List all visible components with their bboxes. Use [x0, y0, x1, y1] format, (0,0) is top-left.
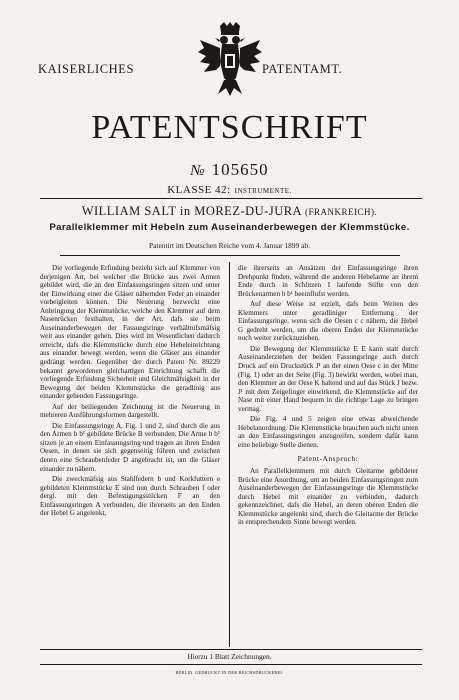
- paragraph: Die Einfassungsringe A, Fig. 1 und 2, sind durch die aus den Armen b b¹ gebildete Brücke B verbunden. Die Arme b b¹ sitzen je an einem Einfassungsring und tragen an ihren Enden Oesen, in denen sie sich gegenseitig führen und zwischen denen eine Schraubenfeder D angebracht ist, um die Gläser einander zu nähern.: [40, 421, 220, 473]
- paragraph: Die Bewegung der Klemmstücke E E kann statt durch Auseinanderziehen der beiden Fassungsringe auch durch Druck auf ein Druckstück J¹ an der einen Oese c in der Mitte (Fig. 1) oder an der Seite (Fig. 3) bewirkt werden, wobei man, den Klemmer an der Oese K haltend und auf das Stück J bezw. J¹ mit dem Zeigefinger einwirkend, die Klemmstücke auf der Nase mit einer Hand bequem in die richtige Lage zu bringen vermag.: [238, 344, 418, 413]
- subject-rule: [60, 255, 400, 256]
- patent-subject: Parallelklemmer mit Hebeln zum Auseinanderbewegen der Klemmstücke.: [49, 222, 410, 233]
- header-left-text: KAISERLICHES: [38, 62, 135, 76]
- printer-imprint: BERLIN. GEDRUCKT IN DER REICHSDRUCKEREI.: [175, 670, 284, 675]
- paragraph: Auf der beiliegenden Zeichnung ist die Neuerung in mehreren Ausführungsformen dargestellt.: [40, 402, 220, 420]
- footer-rule-bottom: [40, 664, 422, 665]
- author-country: (FRANKREICH).: [305, 207, 378, 217]
- author-name: WILLIAM SALT in MOREZ-DU-JURA: [81, 204, 302, 218]
- patent-date-line: Patentirt im Deutschen Reiche vom 4. Januar 1899 ab.: [149, 241, 310, 250]
- left-text-column: [40, 264, 220, 520]
- patent-number-value: 105650: [211, 160, 269, 179]
- paragraph: Die zweckmäfsig aus Stahlfedern b und Korkfuttern e gebildeten Klemmstücke E sind nun durch Schrauben f oder dergl. mit den Befestigungsstücken F an den Einfassungsringen A verbunden, die ihrerseits an den Enden der Hebel G angelenkt,: [40, 475, 220, 518]
- footer-rule-top: [40, 649, 422, 650]
- patent-class: [0, 184, 459, 196]
- paragraph: Die vorliegende Erfindung bezieht sich auf Klemmer von derjenigen Art, bei welcher die Brücke aus zwei Armen gebildet wird, die an den Einfassungsringen sitzen und unter der Einwirkung einer die Gläser nähernden Feder an einander vorbeigleiten können. Die Neuerung bezweckt eine Anbringung der Klemmstücke, welche den Klemmer auf dem Nasenrücken festhalten, in der Art, dafs sie beim Auseinanderbewegen der Fassungsringe verhältnifsmäfsig weit aus einander gehen. Dies wird im Wesentlichen dadurch erreicht, dafs die Klemmstücke durch eine Hebeleinrichtung aus einander bewegt werden, wenn die Gläser aus einander gedrängt werden. Gegenüber der durch Patent Nr. 89229 bekannt gewordenen gleichartigen Einrichtung schafft die vorliegende Erfindung Sicherheit und Gleichmäfsigkeit in der Bewegung der beiden Klemmstücke die geradlinig aus einander gehenden Fassungsringe.: [40, 264, 220, 401]
- document-title: PATENTSCHRIFT: [91, 109, 368, 146]
- paragraph: Die Fig. 4 und 5 zeigen eine etwas abweichende Hebelanordnung. Die Klemmstücke brauchen auch nicht unten an den Einfassungsringen anzugreifen, sondern dafür kann eine beliebige Stelle dienen.: [238, 415, 418, 449]
- claim-text: An Parallelklemmern mit durch Gleitarme gebildeter Brücke eine Anordnung, um an beiden Einfassungsringen zum Auseinanderbewegen der Einfassungsringe die Klemmstücke durch Hebel mit einander zu verbinden, dadurch gekennzeichnet, dafs die Hebel, an deren oberen Enden die Klemmstücke angelenkt sind, durch die Gleitarme der Brücke in entsprechendem Sinne bewegt werden.: [238, 467, 418, 527]
- class-label: KLASSE 42:: [167, 184, 231, 196]
- paragraph: die ihrerseits an Ansätzen der Einfassungsringe ihren Drehpunkt finden, während die anderen Hebelarme an ihrem Ende durch in Schlitzen I laufende Stifte von den Brückenarmen b b¹ beeinflufst werden.: [238, 264, 418, 298]
- claim-heading: Patent-Anspruch:: [297, 454, 359, 464]
- header-right-text: PATENTAMT.: [262, 62, 343, 76]
- author-line: [0, 204, 459, 219]
- patent-number: [0, 160, 459, 180]
- header-rule: [40, 198, 422, 199]
- class-category: INSTRUMENTE.: [234, 187, 292, 195]
- number-sign: №: [190, 163, 206, 179]
- right-text-column: [238, 264, 418, 529]
- column-divider: [229, 262, 230, 647]
- drawings-note: Hierzu 1 Blatt Zeichnungen.: [187, 652, 272, 661]
- paragraph: Auf diese Weise ist erzielt, dafs beim Weiten des Klemmers unter geradliniger Entfernung der Einfassungsringe, wenn sich die Oesen c c nähern, die Hebel G gedreht werden, um die oberen Enden der Klemmstücke noch weiter zurückzuziehen.: [238, 300, 418, 343]
- imperial-eagle-emblem: [198, 22, 262, 98]
